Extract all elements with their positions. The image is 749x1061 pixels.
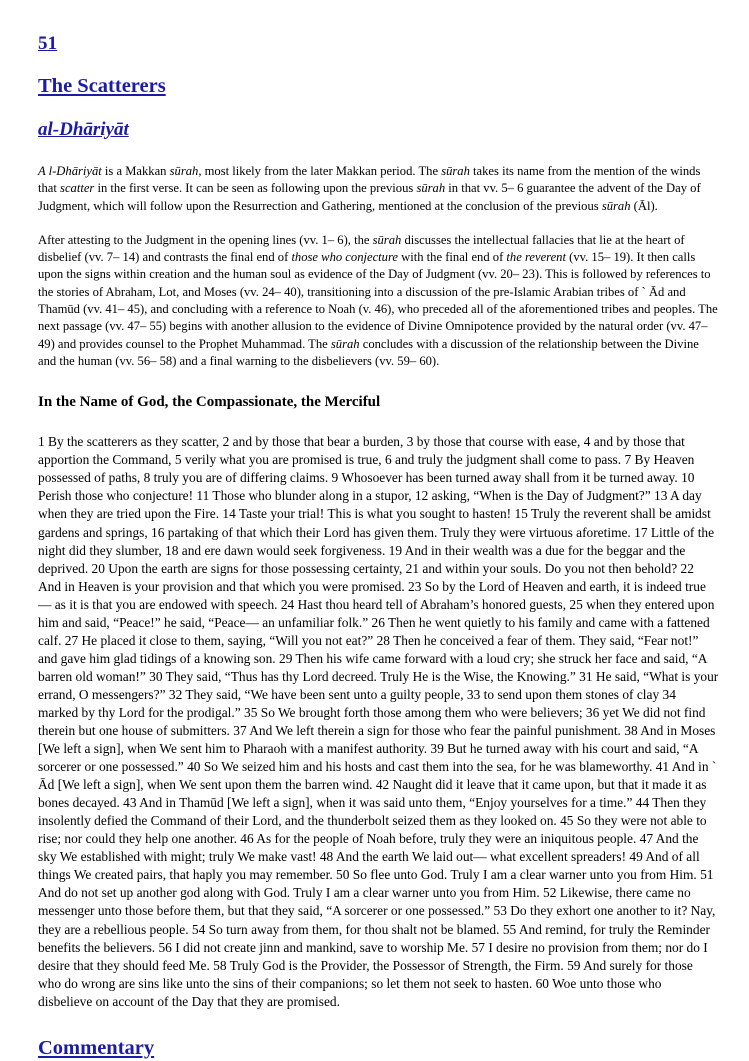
surah-title-heading[interactable]: The Scatterers <box>38 75 166 97</box>
intro-p1-seg5: sūrah <box>441 164 470 178</box>
intro-p1-seg9: sūrah <box>416 181 446 196</box>
intro-p1-seg6: takes its name from the mention of the winds that <box>38 164 701 196</box>
intro-p2-seg3: discusses the intellectual fallacies that lie at the heart of disbelief (vv. 7– 14) and contrasts the final end of <box>38 232 685 265</box>
commentary-heading-block <box>38 1036 719 1060</box>
intro-p1-seg12: (Āl). <box>630 198 658 213</box>
basmala-heading: In the Name of God, the Compassionate, the Merciful <box>38 394 381 411</box>
intro-p1-seg11: sūrah <box>601 198 631 213</box>
surah-number-heading-row <box>38 30 719 55</box>
surah-number-heading[interactable]: 51 <box>38 33 58 54</box>
commentary-heading[interactable]: Commentary <box>38 1036 155 1059</box>
intro-p2-seg5: with the final end of <box>398 250 507 265</box>
intro-p1-seg2: is a Makkan <box>101 164 170 178</box>
intro-p2-seg1: After attesting to the Judgment in the opening lines (vv. 1– 6), the <box>38 232 373 247</box>
basmala-heading-block <box>38 393 719 411</box>
surah-title-heading-row <box>38 55 719 98</box>
intro-paragraph-2 <box>38 232 719 370</box>
intro-p1-seg10: in that vv. 5– 6 guarantee the advent of the Day of Judgment, which will follow upon the Resurrection and Gathering, mentioned at the conclusion of the previous <box>38 181 701 213</box>
intro-p1-seg8: in the first verse. It can be seen as following upon the previous <box>94 181 417 196</box>
intro-paragraph-1 <box>38 163 719 215</box>
intro-p2-seg9: concludes with a discussion of the relationship between the Divine and the human (vv. 56– 58) and a final warning to the disbelievers (vv. 59– 60). <box>38 336 699 368</box>
intro-p1-seg1: A l-Dhāriyāt <box>38 164 102 178</box>
surah-transliteration-heading[interactable]: al-Dhāriyāt <box>38 119 129 140</box>
intro-p1-seg4: , most likely from the later Makkan period. The <box>198 164 442 178</box>
intro-p2-seg6: the reverent <box>506 250 566 265</box>
intro-p2-seg4: those who conjecture <box>291 250 398 265</box>
verses-block <box>38 433 719 1011</box>
intro-p2-seg2: sūrah <box>372 232 402 247</box>
intro-p1-seg3: sūrah <box>169 164 199 178</box>
surah-transliteration-heading-row <box>38 98 719 141</box>
verses-text: 1 By the scatterers as they scatter, 2 and by those that bear a burden, 3 by those that course with ease, 4 and by those that apportion the Command, 5 verily what you are promised is true, 6 and truly the judgment shall come to pass. 7 By Heaven possessed of paths, 8 truly you are of differing claims. 9 Whosoever has been turned away shall from it be turned away. 10 Perish those who conjecture! 11 Those who blunder along in a stupor, 12 asking, “When is the Day of Judgment?” 13 A day when they are tried upon the Fire. 14 Taste your trial! This is what you sought to hasten! 15 Truly the reverent shall be amidst gardens and springs, 16 partaking of that which their Lord has given them. Truly they were virtuous aforetime. 17 Little of the night did they slumber, 18 and ere dawn would seek forgiveness. 19 And in their wealth was a due for the beggar and the deprived. 20 Upon the earth are signs for those possessing certainty, 21 and within your souls. Do you not then behold? 22 And in Heaven is your provision and that which you were promised. 23 So by the Lord of Heaven and earth, it is indeed true— as it is that you are endowed with speech. 24 Hast thou heard tell of Abraham’s honored guests, 25 when they entered upon him and said, “Peace!” he said, “Peace— an unfamiliar folk.” 26 Then he went quietly to his family and came with a fattened calf. 27 He placed it close to them, saying, “Will you not eat?” 28 Then he conceived a fear of them. They said, “Fear not!” and gave him glad tidings of a knowing son. 29 Then his wife came forward with a loud cry; she struck her face and said, “A barren old woman!” 30 They said, “Thus has thy Lord decreed. Truly He is the Wise, the Knowing.” 31 He said, “What is your errand, O messengers?” 32 They said, “We have been sent unto a guilty people, 33 to send upon them stones of clay 34 marked by thy Lord for the prodigal.” 35 So We brought forth those among them who were believers; 36 yet We did not find therein but one house of submitters. 37 And We left therein a sign for those who fear the painful punishment. 38 And in Moses [We left a sign], when We sent him to Pharaoh with a manifest authority. 39 But he turned away with his court and said, “A sorcerer or one possessed.” 40 So We seized him and his hosts and cast them into the sea, for he was blameworthy. 41 And in ` Ād [We left a sign], when We sent upon them the barren wind. 42 Naught did it leave that it came upon, but that it made it as bones decayed. 43 And in Thamūd [We left a sign], when it was said unto them, “Enjoy yourselves for a time.” 44 Then they insolently defied the Command of their Lord, and the thunderbolt seized them as they looked on. 45 So they were not able to rise; nor could they help one another. 46 As for the people of Noah before, truly they were an iniquitous people. 47 And the sky We established with might; truly We make vast! 48 And the earth We laid out— what excellent spreaders! 49 And of all things We created pairs, that haply you may remember. 50 So flee unto God. Truly I am a clear warner unto you from Him. 51 And do not set up another god along with God. Truly I am a clear warner unto you from Him. 52 Likewise, there came no messenger unto those before them, but that they said, “A sorcerer or one possessed.” 53 Do they exhort one another to it? Nay, they are a rebellious people. 54 So turn away from them, for thou shalt not be blamed. 55 And remind, for truly the Reminder benefits the believers. 56 I did not create jinn and mankind, save to worship Me. 57 I desire no provision from them; nor do I desire that they should feed Me. 58 Truly God is the Provider, the Possessor of Strength, the Firm. 59 And surely for those who do wrong are sins like unto the sins of their companions; so let them not seek to hasten. 60 Woe unto those who disbelieve on account of the Day that they are promised. <box>38 434 719 1009</box>
intro-p2-seg8: sūrah <box>330 336 360 351</box>
intro-paragraph-2-block <box>38 232 719 370</box>
intro-p1-seg7: scatter <box>60 181 95 196</box>
intro-p2-seg7: (vv. 15– 19). It then calls upon the signs within creation and the human soul as evidence of the Day of Judgment (vv. 20– 23). This is followed by references to the stories of Abraham, Lot, and Moses (vv. 24– 40), transitioning into a discussion of the pre-Islamic Arabian tribes of ` Ād and Thamūd (vv. 41– 45), and concluding with a reference to Noah (v. 46), who preceded all of the aforementioned tribes and peoples. The next passage (vv. 47– 55) begins with another allusion to the evidence of Divine Omnipotence provided by the natural order (vv. 47– 49) and provides counsel to the Prophet Muhammad. The <box>38 250 718 351</box>
intro-paragraph-1-block <box>38 163 719 215</box>
